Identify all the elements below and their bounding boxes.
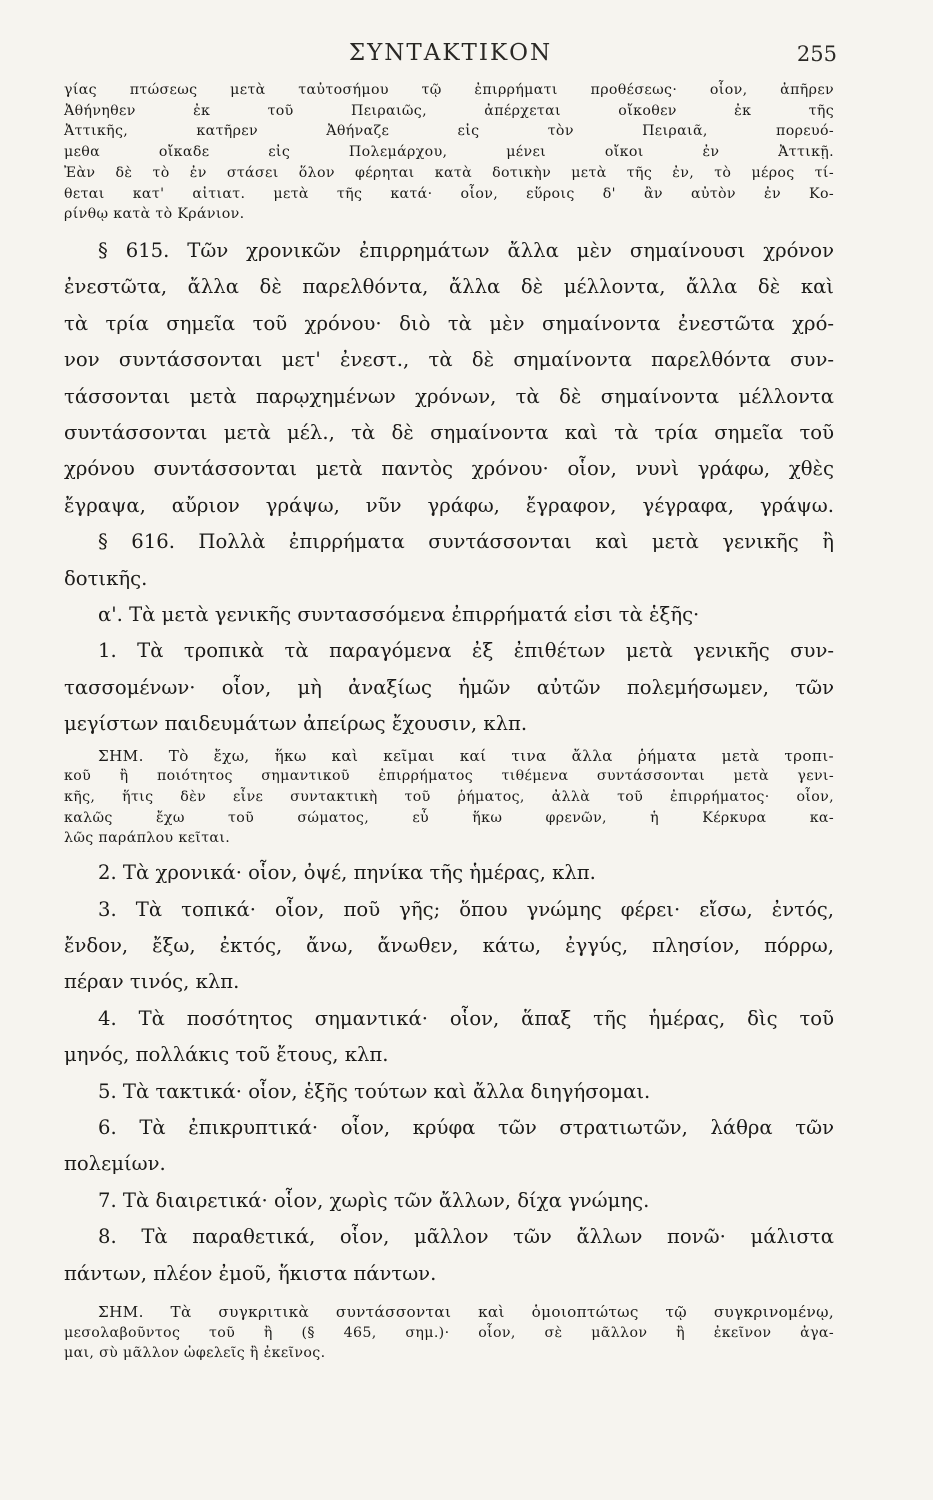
text-line: χρόνου συντάσσονται μετὰ παντὸς χρόνου· οἷον, νυνὶ γράφω, χθὲς: [64, 457, 834, 481]
text-line: ΣΗΜ. Τὰ συγκριτικὰ συντάσσονται καὶ ὁμοιοπτώτως τῷ συγκρινομένῳ,: [98, 1303, 834, 1321]
list-item-4: 4. Τὰ ποσότητος σημαντικά· οἷον, ἅπαξ τῆς ἡμέρας, δὶς τοῦ: [98, 1006, 834, 1030]
text-line: τὰ τρία σημεῖα τοῦ χρόνου· διὸ τὰ μὲν σημαίνοντα ἐνεστῶτα χρό-: [64, 311, 834, 335]
note-sem-2: [64, 1302, 834, 1364]
text-line: γίας πτώσεως μετὰ ταὐτοσήμου τῷ ἐπιρρήματι προθέσεως· οἷον, ἀπῆρεν: [64, 82, 834, 98]
text-line: πάντων, πλέον ἐμοῦ, ἥκιστα πάντων.: [64, 1261, 437, 1285]
text-line: μεθα οἴκαδε εἰς Πολεμάρχου, μένει οἴκοι ἐν Ἀττικῇ.: [64, 144, 834, 161]
text-line: πολεμίων.: [64, 1152, 166, 1176]
text-line: Ἐὰν δὲ τὸ ἐν στάσει ὅλον φέρηται κατὰ δοτικὴν μετὰ τῆς ἐν, τὸ μέρος τί-: [64, 164, 834, 181]
list-item-8: 8. Τὰ παραθετικά, οἷον, μᾶλλον τῶν ἄλλων πονῶ· μάλιστα: [98, 1225, 834, 1249]
list-item-5: 5. Τὰ τακτικά· οἷον, ἑξῆς τούτων καὶ ἄλλα διηγήσομαι.: [98, 1079, 651, 1103]
text-line: τασσομένων· οἷον, μὴ ἀναξίως ἡμῶν αὐτῶν πολεμήσωμεν, τῶν: [64, 675, 834, 699]
subsection-alpha: α'. Τὰ μετὰ γενικῆς συντασσόμενα ἐπιρρήματά εἰσι τὰ ἑξῆς·: [98, 602, 700, 626]
text-line: κῆς, ἥτις δὲν εἶνε συντακτικὴ τοῦ ῥήματος, ἀλλὰ τοῦ ἐπιρρήματος· οἷον,: [64, 789, 834, 806]
text-line: ἔνδον, ἔξω, ἐκτός, ἄνω, ἄνωθεν, κάτω, ἐγγύς, πλησίον, πόρρω,: [64, 933, 834, 957]
text-line: ἔγραψα, αὔριον γράψω, νῦν γράφω, ἔγραφον, γέγραφα, γράψω.: [64, 493, 834, 517]
list-item-6: 6. Τὰ ἐπικρυπτικά· οἷον, κρύφα τῶν στρατιωτῶν, λάθρα τῶν: [98, 1115, 834, 1139]
section-615-heading-line: § 615. Τῶν χρονικῶν ἐπιρρημάτων ἄλλα μὲν σημαίνουσι χρόνον: [98, 238, 834, 262]
text-line: ΣΗΜ. Τὸ ἔχω, ἥκω καὶ κεῖμαι καί τινα ἄλλα ῥήματα μετὰ τροπι-: [98, 746, 834, 765]
page-header: [64, 40, 837, 76]
list-item-1: 1. Τὰ τροπικὰ τὰ παραγόμενα ἐξ ἐπιθέτων μετὰ γενικῆς συν-: [98, 639, 834, 663]
text-line: θεται κατ' αἰτιατ. μετὰ τῆς κατά· οἷον, εὕροις δ' ἂν αὐτὸν ἐν Κο-: [64, 185, 834, 202]
text-line: πέραν τινός, κλπ.: [64, 970, 240, 994]
text-line: νον συντάσσονται μετ' ἐνεστ., τὰ δὲ σημαίνοντα παρελθόντα συν-: [64, 348, 834, 372]
list-item-7: 7. Τὰ διαιρετικά· οἷον, χωρὶς τῶν ἄλλων, δίχα γνώμης.: [98, 1188, 650, 1212]
text-line: λῶς παράπλου κεῖται.: [64, 830, 231, 847]
text-line: κοῦ ἢ ποιότητος σημαντικοῦ ἐπιρρήματος τιθέμενα συντάσσονται μετὰ γενι-: [64, 768, 834, 785]
section-615-616: [64, 233, 834, 743]
text-line: δοτικῆς.: [64, 566, 148, 590]
text-line: μεσολαβοῦντος τοῦ ἢ (§ 465, σημ.)· οἷον, σὲ μᾶλλον ἢ ἐκεῖνον ἀγα-: [64, 1324, 834, 1341]
text-line: Ἀθήνηθεν ἐκ τοῦ Πειραιῶς, ἀπέρχεται οἴκοθεν ἐκ τῆς: [64, 102, 834, 119]
paragraph-adverbs-of-place-note: [64, 80, 834, 225]
page-body: [64, 80, 834, 1364]
text-line: μαι, σὺ μᾶλλον ὠφελεῖς ἢ ἐκεῖνος.: [64, 1345, 326, 1362]
page-number: 255: [796, 42, 837, 66]
note-sem-1: [64, 746, 834, 850]
text-line: τάσσονται μετὰ παρῳχημένων χρόνων, τὰ δὲ σημαίνοντα μέλλοντα: [64, 384, 834, 408]
text-line: Ἀττικῆς, κατῆρεν Ἀθήναζε εἰς τὸν Πειραιᾶ, πορευό-: [64, 123, 834, 140]
text-line: ἐνεστῶτα, ἄλλα δὲ παρελθόντα, ἄλλα δὲ μέλλοντα, ἄλλα δὲ καὶ: [64, 275, 834, 299]
text-line: ρίνθῳ κατὰ τὸ Κράνιον.: [64, 206, 245, 223]
adverb-categories-list: [64, 855, 834, 1292]
text-line: μηνός, πολλάκις τοῦ ἔτους, κλπ.: [64, 1043, 389, 1067]
text-line: συντάσσονται μετὰ μέλ., τὰ δὲ σημαίνοντα καὶ τὰ τρία σημεῖα τοῦ: [64, 420, 834, 444]
list-item-3: 3. Τὰ τοπικά· οἷον, ποῦ γῆς; ὅπου γνώμης φέρει· εἴσω, ἐντός,: [98, 897, 834, 921]
text-line: καλῶς ἔχω τοῦ σώματος, εὖ ἥκω φρενῶν, ἡ Κέρκυρα κα-: [64, 809, 834, 826]
list-item-2: 2. Τὰ χρονικά· οἷον, ὀψέ, πηνίκα τῆς ἡμέρας, κλπ.: [98, 861, 596, 885]
section-616-heading-line: § 616. Πολλὰ ἐπιρρήματα συντάσσονται καὶ μετὰ γενικῆς ἢ: [98, 530, 834, 554]
text-line: μεγίστων παιδευμάτων ἀπείρως ἔχουσιν, κλπ.: [64, 712, 528, 736]
running-title: ΣΥΝΤΑΚΤΙΚΟΝ: [348, 40, 553, 66]
